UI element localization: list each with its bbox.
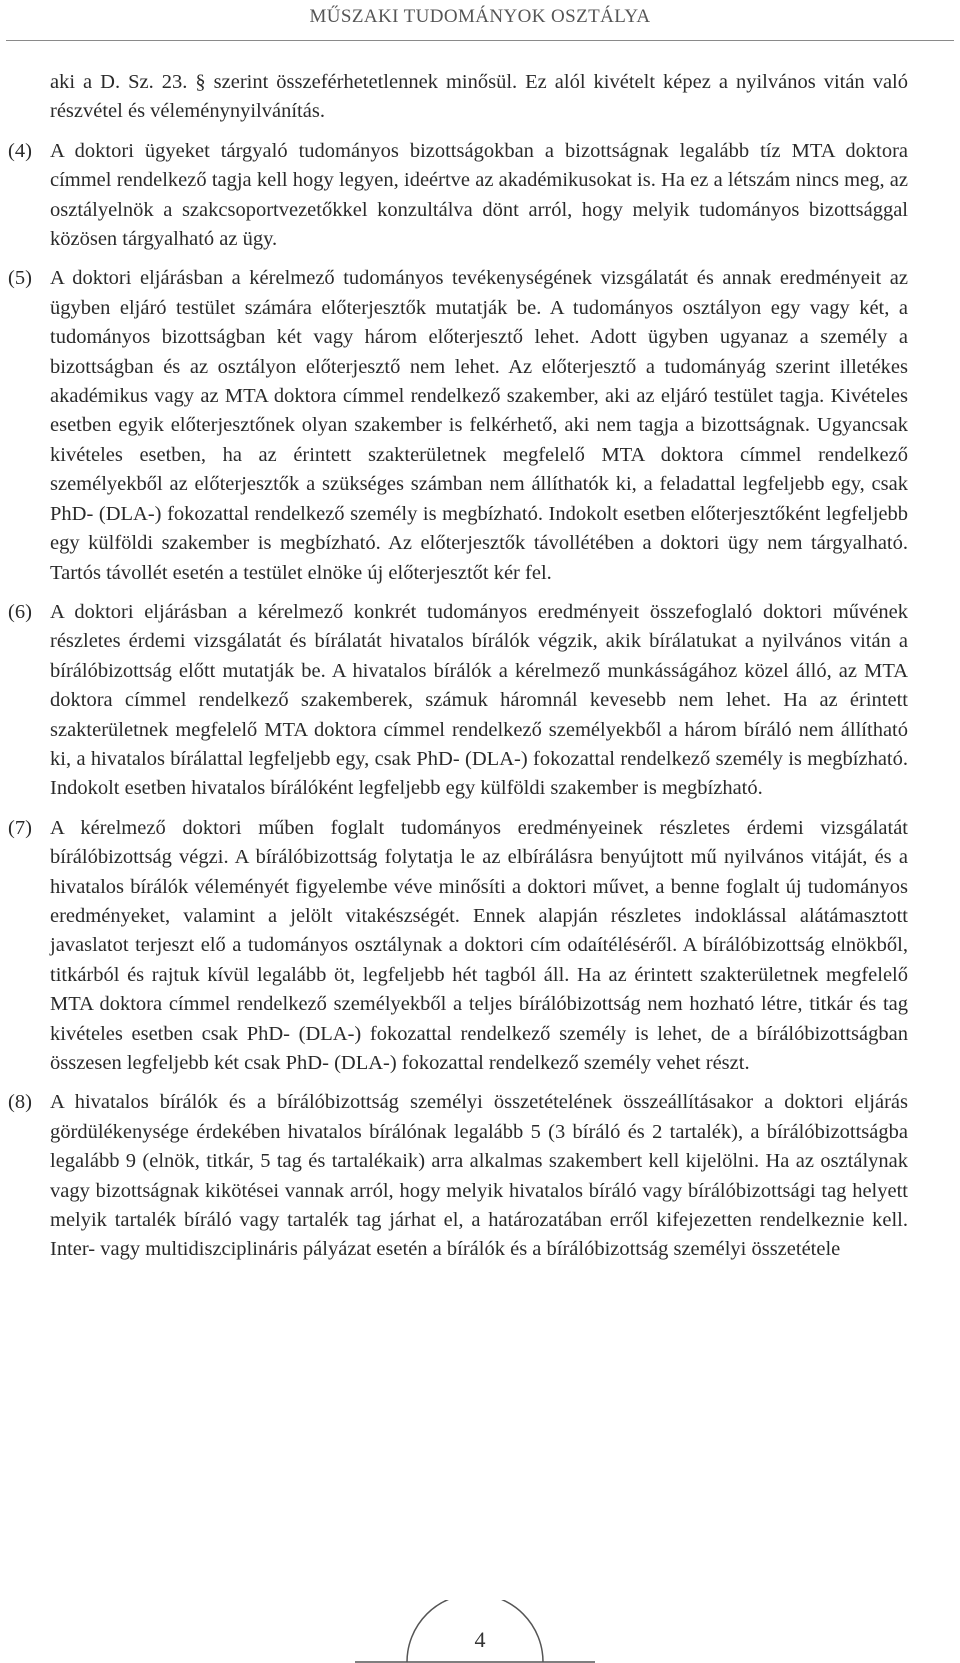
paragraph-5 xyxy=(8,264,908,587)
paragraph-number: (7) xyxy=(8,816,32,839)
paragraph-text: A hivatalos bírálók és a bírálóbizottság személyi összetételének összeállításakor a doktori eljárás gördülékenysége érdekében hivatalos bírálónak legalább 5 (3 bíráló és 2 tartalék), a bírálóbizottságba legalább 9 (elnök, titkár, 5 tag és tartalékaik) arra alkalmas szakembert kell kijelölni. Ha az osztálynak vagy bizottságnak kikötései vannak arról, hogy melyik hivatalos bíráló vagy bírálóbizottsági tag helyett melyik tartalék bíráló vagy tartalék tag járhat el, a határozatában erről kifejezetten rendelkeznie kell. Inter- vagy multidiszciplináris pályázat esetén a bírálók és a bírálóbizottság személyi összetétele xyxy=(50,1091,908,1261)
paragraph-text: A doktori eljárásban a kérelmező konkrét tudományos eredményeit összefoglaló doktori művének részletes érdemi vizsgálatát és bírálatát hivatalos bírálók végzik, akik bírálatukat a nyilvános vitán a bírálóbizottság előtt mutatják be. A hivatalos bírálók a kérelmező munkásságához közel álló, az MTA doktora címmel rendelkező szakemberek, számuk háromnál kevesebb nem lehet. Ha az érintett szakterületnek megfelelő MTA doktora címmel rendelkező személyekből a három bíráló nem állítható ki, a hivatalos bírálattal legfeljebb egy, csak PhD- (DLA-) fokozattal rendelkező személy is megbízható. Indokolt esetben hivatalos bírálóként legfeljebb egy külföldi szakember is megbízható. xyxy=(50,600,908,800)
body-text xyxy=(8,68,908,1275)
paragraph-text: A doktori ügyeket tárgyaló tudományos bizottságokban a bizottságnak legalább tíz MTA doktora címmel rendelkező tagja kell hogy legyen, ideértve az akadémikusokat is. Ha ez a létszám nincs meg, az osztályelnök a szakcsoportvezetőkkel konzultálva dönt arról, hogy melyik tudományos bizottsággal közösen tárgyalható az ügy. xyxy=(50,139,908,251)
paragraph-text: A doktori eljárásban a kérelmező tudományos tevékenységének vizsgálatát és annak eredményeit az ügyben eljáró testület számára előterjesztők mutatják be. A tudományos osztályon egy vagy két, a tudományos bizottságban két vagy három előterjesztő lehet. Adott ügyben ugyanaz a személy a bizottságban és az osztályon előterjesztő nem lehet. Az előterjesztő a tudományág szerint illetékes akadémikus vagy az MTA doktora címmel rendelkező szakember, aki az eljáró testület tagja. Kivételes esetben egyik előterjesztőnek olyan szakember is felkérhető, aki nem tagja a bizottságnak. Ugyancsak kivételes esetben, ha az érintett szakterületnek megfelelő MTA doktora címmel rendelkező személyekből az előterjesztők a szükséges számban nem állíthatók ki, a feladattal legfeljebb egy, csak PhD- (DLA-) fokozattal rendelkező személy is megbízható. Indokolt esetben előterjesztőként legfeljebb egy külföldi szakember is megbízható. Az előterjesztők távollétében a doktori ügy nem tárgyalható. Tartós távollét esetén a testület elnöke új előterjesztőt kér fel. xyxy=(50,267,908,584)
page-number: 4 xyxy=(474,1627,486,1652)
running-header: MŰSZAKI TUDOMÁNYOK OSZTÁLYA xyxy=(309,6,651,27)
header-rule xyxy=(6,40,954,41)
paragraph-6 xyxy=(8,598,908,804)
intro-paragraph: aki a D. Sz. 23. § szerint összeférhetetlennek minősül. Ez alól kivételt képez a nyilvános vitán való részvétel és véleménynyilvánítás. xyxy=(50,71,908,123)
paragraph-8 xyxy=(8,1088,908,1264)
paragraph-text: A kérelmező doktori műben foglalt tudományos eredményeinek részletes érdemi vizsgálatát bírálóbizottság végzi. A bírálóbizottság folytatja le az elbírálásra benyújtott mű nyilvános vitáját, és a hivatalos bírálók véleményét figyelembe véve minősíti a doktori művet, a benne foglalt új tudományos eredményeket, valamint a jelölt vitakészségét. Ennek alapján részletes indoklással alátámasztott javaslatot terjeszt elő a tudományos osztálynak a doktori cím odaítéléséről. A bírálóbizottság elnökből, titkárból és rajtuk kívül legalább öt, legfeljebb hét tagból áll. Ha az érintett szakterületnek megfelelő MTA doktora címmel rendelkező személyekből a teljes bírálóbizottság nem hozható létre, titkár és tag kivételes esetben csak PhD- (DLA-) fokozattal rendelkező személy is lehet, de a bírálóbizottságban összesen legfeljebb két csak PhD- (DLA-) fokozattal rendelkező személy vehet részt. xyxy=(50,816,908,1074)
paragraph-4 xyxy=(8,137,908,255)
paragraph-number: (8) xyxy=(8,1091,32,1114)
paragraph-number: (5) xyxy=(8,267,32,290)
paragraph-number: (6) xyxy=(8,600,32,623)
paragraph-number: (4) xyxy=(8,139,32,162)
paragraph-7 xyxy=(8,814,908,1079)
